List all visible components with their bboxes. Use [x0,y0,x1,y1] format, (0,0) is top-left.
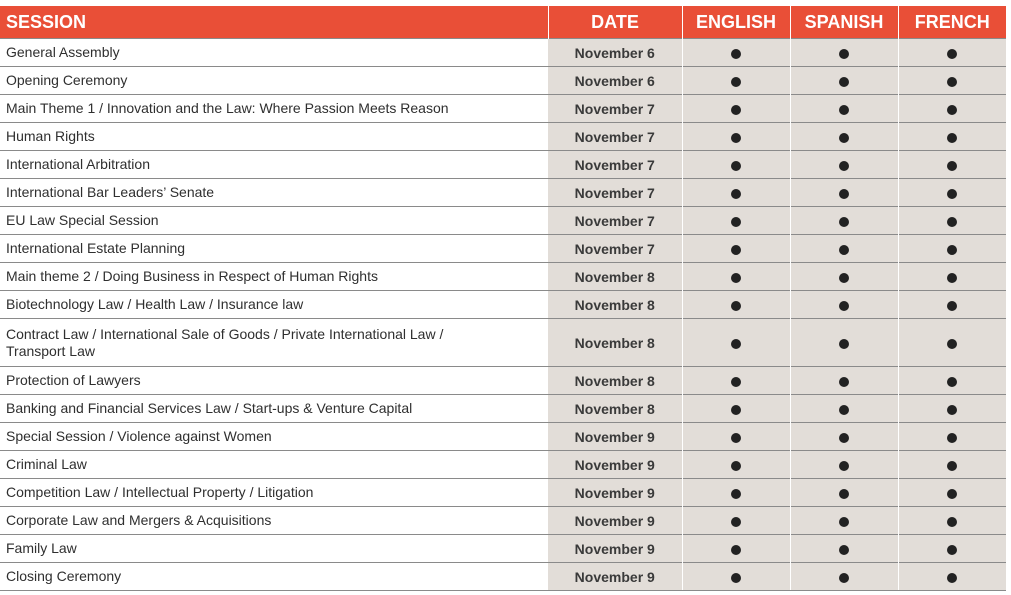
filled-circle-icon [731,573,741,583]
filled-circle-icon [947,217,957,227]
french-availability-cell [898,367,1006,395]
header-date: DATE [548,6,682,39]
filled-circle-icon [731,433,741,443]
filled-circle-icon [947,273,957,283]
sessions-language-table [0,6,1006,591]
filled-circle-icon [947,489,957,499]
french-availability-cell [898,123,1006,151]
session-name-cell: Competition Law / Intellectual Property / Litigation [0,479,548,507]
spanish-availability-cell [790,235,898,263]
filled-circle-icon [947,49,957,59]
english-availability-cell [682,179,790,207]
session-name-cell: Main Theme 1 / Innovation and the Law: Where Passion Meets Reason [0,95,548,123]
session-name-cell: Special Session / Violence against Women [0,423,548,451]
session-name-cell: International Bar Leaders’ Senate [0,179,548,207]
session-name-cell: Human Rights [0,123,548,151]
filled-circle-icon [839,405,849,415]
filled-circle-icon [839,545,849,555]
filled-circle-icon [947,517,957,527]
filled-circle-icon [731,161,741,171]
english-availability-cell [682,95,790,123]
english-availability-cell [682,367,790,395]
table-row [0,535,1006,563]
session-date-cell: November 9 [548,479,682,507]
filled-circle-icon [947,377,957,387]
session-name-cell: Protection of Lawyers [0,367,548,395]
session-date-cell: November 7 [548,179,682,207]
french-availability-cell [898,39,1006,67]
filled-circle-icon [839,433,849,443]
session-name-cell: Criminal Law [0,451,548,479]
filled-circle-icon [731,245,741,255]
filled-circle-icon [731,301,741,311]
session-date-cell: November 7 [548,235,682,263]
french-availability-cell [898,563,1006,591]
french-availability-cell [898,291,1006,319]
french-availability-cell [898,95,1006,123]
session-date-cell: November 8 [548,395,682,423]
filled-circle-icon [839,133,849,143]
filled-circle-icon [839,77,849,87]
filled-circle-icon [839,105,849,115]
spanish-availability-cell [790,507,898,535]
french-availability-cell [898,235,1006,263]
filled-circle-icon [947,573,957,583]
spanish-availability-cell [790,535,898,563]
table-row [0,451,1006,479]
session-date-cell: November 8 [548,319,682,367]
session-date-cell: November 7 [548,95,682,123]
table-row [0,563,1006,591]
session-name-cell: General Assembly [0,39,548,67]
english-availability-cell [682,451,790,479]
session-name-cell: International Estate Planning [0,235,548,263]
spanish-availability-cell [790,367,898,395]
spanish-availability-cell [790,563,898,591]
spanish-availability-cell [790,423,898,451]
header-spanish: SPANISH [790,6,898,39]
session-date-cell: November 9 [548,563,682,591]
session-name-cell: EU Law Special Session [0,207,548,235]
table-row [0,319,1006,367]
header-english: ENGLISH [682,6,790,39]
session-date-cell: November 7 [548,151,682,179]
english-availability-cell [682,395,790,423]
table-row [0,151,1006,179]
filled-circle-icon [839,573,849,583]
table-row [0,367,1006,395]
spanish-availability-cell [790,479,898,507]
filled-circle-icon [731,133,741,143]
session-date-cell: November 9 [548,507,682,535]
session-date-cell: November 6 [548,67,682,95]
english-availability-cell [682,67,790,95]
table-row [0,423,1006,451]
french-availability-cell [898,319,1006,367]
filled-circle-icon [839,161,849,171]
spanish-availability-cell [790,207,898,235]
sessions-table-container [0,6,1006,591]
table-row [0,235,1006,263]
english-availability-cell [682,207,790,235]
session-date-cell: November 9 [548,535,682,563]
table-row [0,507,1006,535]
filled-circle-icon [731,339,741,349]
filled-circle-icon [947,545,957,555]
english-availability-cell [682,39,790,67]
session-name-cell: Closing Ceremony [0,563,548,591]
filled-circle-icon [947,133,957,143]
header-session: SESSION [0,6,548,39]
session-name-cell: International Arbitration [0,151,548,179]
spanish-availability-cell [790,179,898,207]
session-date-cell: November 8 [548,263,682,291]
filled-circle-icon [839,339,849,349]
filled-circle-icon [947,189,957,199]
spanish-availability-cell [790,151,898,179]
english-availability-cell [682,423,790,451]
filled-circle-icon [731,405,741,415]
spanish-availability-cell [790,67,898,95]
filled-circle-icon [947,77,957,87]
session-name-cell: Banking and Financial Services Law / Start-ups & Venture Capital [0,395,548,423]
filled-circle-icon [839,49,849,59]
spanish-availability-cell [790,263,898,291]
session-date-cell: November 8 [548,367,682,395]
english-availability-cell [682,151,790,179]
session-date-cell: November 7 [548,123,682,151]
session-date-cell: November 6 [548,39,682,67]
filled-circle-icon [839,273,849,283]
filled-circle-icon [731,461,741,471]
session-date-cell: November 7 [548,207,682,235]
english-availability-cell [682,507,790,535]
english-availability-cell [682,123,790,151]
table-body [0,39,1006,591]
english-availability-cell [682,263,790,291]
table-row [0,207,1006,235]
english-availability-cell [682,235,790,263]
filled-circle-icon [731,105,741,115]
table-row [0,123,1006,151]
french-availability-cell [898,535,1006,563]
filled-circle-icon [839,461,849,471]
session-name-cell: Main theme 2 / Doing Business in Respect of Human Rights [0,263,548,291]
filled-circle-icon [947,433,957,443]
filled-circle-icon [839,189,849,199]
table-row [0,263,1006,291]
filled-circle-icon [947,245,957,255]
table-header [0,6,1006,39]
filled-circle-icon [839,301,849,311]
filled-circle-icon [947,461,957,471]
spanish-availability-cell [790,123,898,151]
session-name-cell: Opening Ceremony [0,67,548,95]
filled-circle-icon [731,545,741,555]
filled-circle-icon [947,301,957,311]
filled-circle-icon [839,217,849,227]
table-row [0,39,1006,67]
english-availability-cell [682,319,790,367]
table-row [0,67,1006,95]
filled-circle-icon [731,517,741,527]
french-availability-cell [898,151,1006,179]
french-availability-cell [898,207,1006,235]
filled-circle-icon [947,105,957,115]
english-availability-cell [682,535,790,563]
filled-circle-icon [947,339,957,349]
header-row [0,6,1006,39]
english-availability-cell [682,563,790,591]
french-availability-cell [898,179,1006,207]
filled-circle-icon [731,49,741,59]
spanish-availability-cell [790,451,898,479]
filled-circle-icon [731,377,741,387]
spanish-availability-cell [790,39,898,67]
session-date-cell: November 9 [548,451,682,479]
english-availability-cell [682,479,790,507]
session-name-cell: Family Law [0,535,548,563]
session-name-cell: Biotechnology Law / Health Law / Insurance law [0,291,548,319]
session-date-cell: November 8 [548,291,682,319]
filled-circle-icon [731,77,741,87]
french-availability-cell [898,507,1006,535]
table-row [0,479,1006,507]
filled-circle-icon [947,161,957,171]
header-french: FRENCH [898,6,1006,39]
french-availability-cell [898,451,1006,479]
french-availability-cell [898,423,1006,451]
table-row [0,291,1006,319]
filled-circle-icon [839,245,849,255]
filled-circle-icon [731,489,741,499]
filled-circle-icon [839,489,849,499]
english-availability-cell [682,291,790,319]
table-row [0,395,1006,423]
french-availability-cell [898,395,1006,423]
table-row [0,95,1006,123]
filled-circle-icon [731,273,741,283]
filled-circle-icon [839,517,849,527]
french-availability-cell [898,479,1006,507]
table-row [0,179,1006,207]
filled-circle-icon [839,377,849,387]
session-name-cell: Contract Law / International Sale of Goods / Private International Law / Transport Law [0,319,548,367]
spanish-availability-cell [790,395,898,423]
french-availability-cell [898,263,1006,291]
filled-circle-icon [731,189,741,199]
filled-circle-icon [947,405,957,415]
spanish-availability-cell [790,319,898,367]
french-availability-cell [898,67,1006,95]
session-name-cell: Corporate Law and Mergers & Acquisitions [0,507,548,535]
session-date-cell: November 9 [548,423,682,451]
spanish-availability-cell [790,291,898,319]
spanish-availability-cell [790,95,898,123]
filled-circle-icon [731,217,741,227]
